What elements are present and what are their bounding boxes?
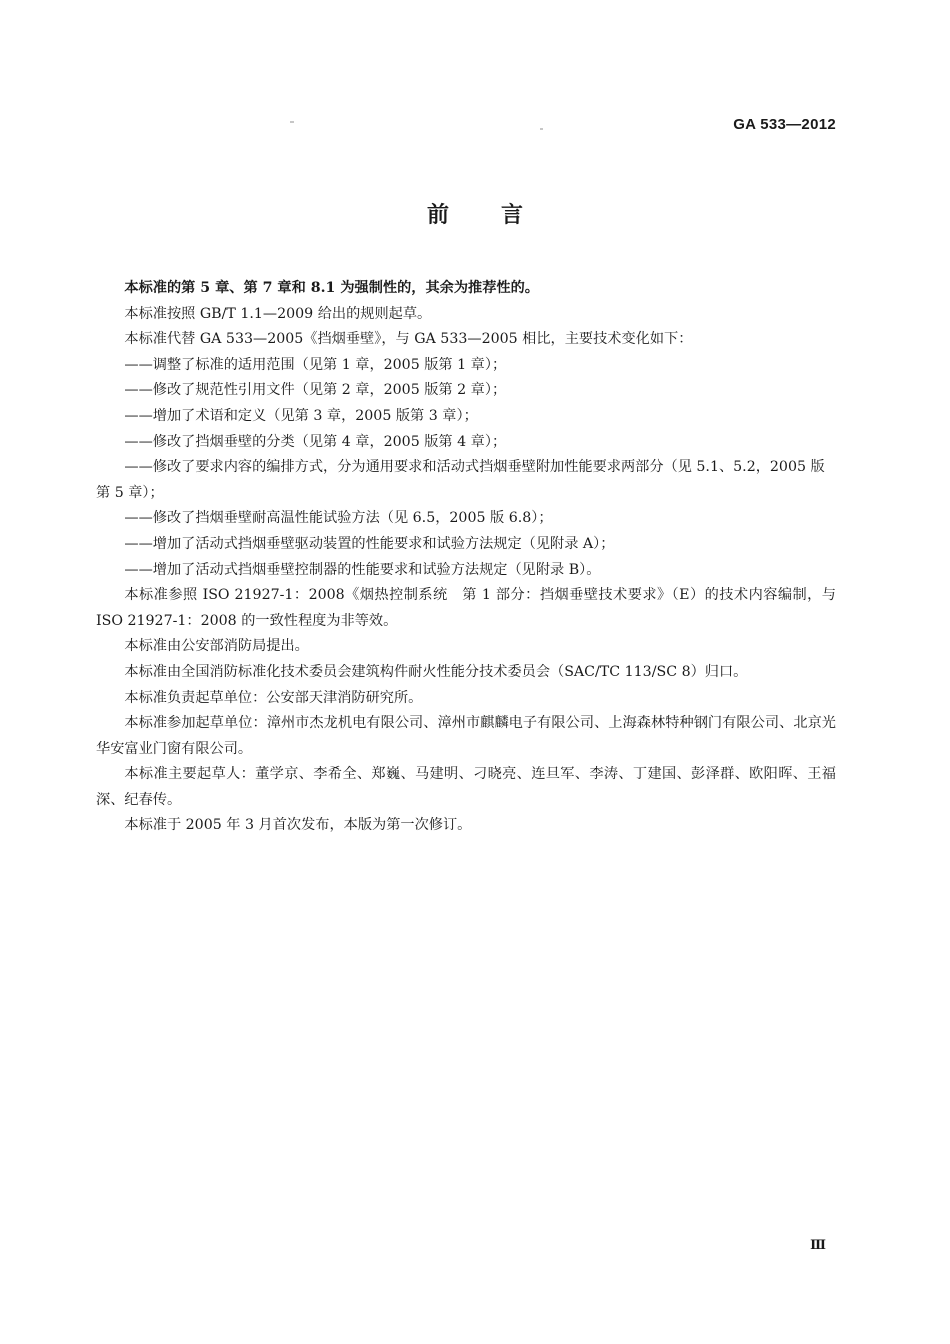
standard-code: GA 533—2012	[733, 116, 836, 133]
drafting-rule-paragraph: 本标准按照 GB/T 1.1—2009 给出的规则起草。	[124, 305, 432, 322]
page-title: 前言	[426, 203, 575, 228]
proposed-by-paragraph: 本标准由公安部消防局提出。	[124, 638, 309, 655]
list-item: ——调整了标准的适用范围（见第 1 章，2005 版第 1 章）；	[124, 356, 507, 373]
list-item: ——增加了活动式挡烟垂壁驱动装置的性能要求和试验方法规定（见附录 A）；	[124, 535, 615, 552]
replaces-paragraph: 本标准代替 GA 533—2005《挡烟垂壁》，与 GA 533—2005 相比，主要技术变化如下：	[124, 331, 693, 348]
list-item: ——修改了要求内容的编排方式，分为通用要求和活动式挡烟垂壁附加性能要求两部分（见 5.1、5.2，2005 版第 5 章）；	[96, 459, 825, 501]
list-item: ——增加了术语和定义（见第 3 章，2005 版第 3 章）；	[124, 407, 478, 424]
reference-paragraph: 本标准参照 ISO 21927-1：2008《烟热控制系统 第 1 部分：挡烟垂壁技术要求》（E）的技术内容编制，与 ISO 21927-1：2008 的一致性程度为非等效。	[96, 587, 836, 629]
changes-list	[96, 353, 836, 583]
page-number: Ⅲ	[810, 1238, 826, 1253]
scan-speck	[540, 128, 543, 130]
list-item: ——修改了规范性引用文件（见第 2 章，2005 版第 2 章）；	[124, 382, 507, 399]
responsible-unit-paragraph: 本标准负责起草单位：公安部天津消防研究所。	[124, 689, 423, 706]
list-item: ——增加了活动式挡烟垂壁控制器的性能要求和试验方法规定（见附录 B）。	[124, 561, 601, 578]
foreword-body	[96, 276, 836, 839]
release-history-paragraph: 本标准于 2005 年 3 月首次发布，本版为第一次修订。	[124, 817, 472, 834]
jurisdiction-paragraph: 本标准由全国消防标准化技术委员会建筑构件耐火性能分技术委员会（SAC/TC 113/SC 8）归口。	[124, 663, 748, 680]
main-drafters-paragraph: 本标准主要起草人：董学京、李希全、郑巍、马建明、刁晓亮、连旦军、李涛、丁建国、彭泽群、欧阳晖、王福深、纪春传。	[96, 766, 836, 808]
mandatory-clause-paragraph: 本标准的第 5 章、第 7 章和 8.1 为强制性的，其余为推荐性的。	[124, 280, 539, 296]
list-item: ——修改了挡烟垂壁的分类（见第 4 章，2005 版第 4 章）；	[124, 433, 507, 450]
participating-units-paragraph: 本标准参加起草单位：漳州市杰龙机电有限公司、漳州市麒麟电子有限公司、上海森林特种钢门有限公司、北京光华安富业门窗有限公司。	[96, 715, 836, 757]
scan-speck	[290, 121, 294, 123]
list-item: ——修改了挡烟垂壁耐高温性能试验方法（见 6.5，2005 版 6.8）；	[124, 510, 553, 527]
